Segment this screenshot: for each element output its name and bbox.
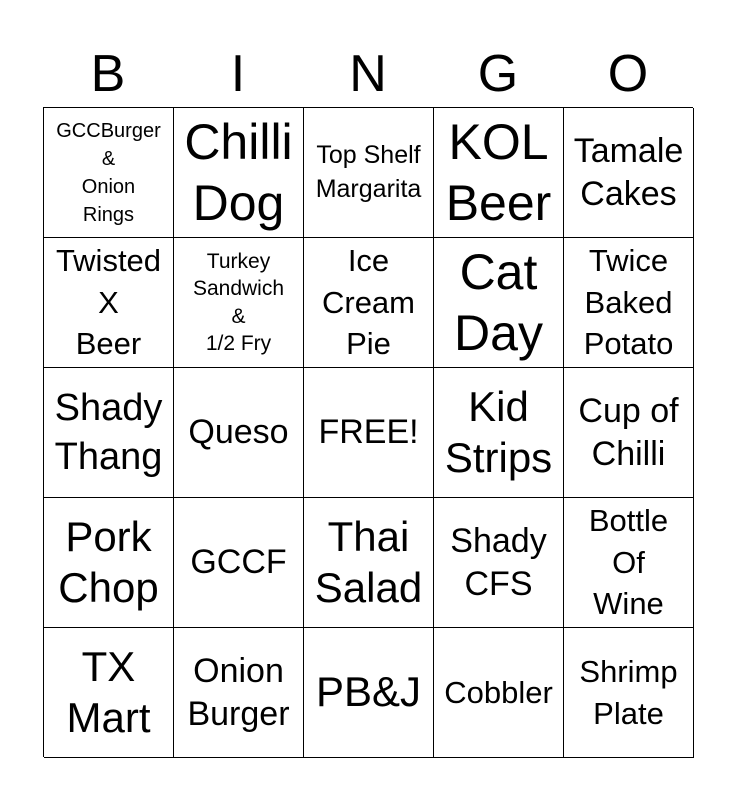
cell-label: Kid Strips — [444, 383, 553, 481]
bingo-cell-r1c2[interactable] — [174, 108, 304, 238]
bingo-header — [43, 42, 693, 106]
cell-label: Cobbler — [444, 674, 553, 710]
bingo-cell-r3c4[interactable] — [434, 368, 564, 498]
header-letter-g: G — [477, 45, 519, 103]
bingo-cell-r2c1[interactable] — [44, 238, 174, 368]
header-letter-n: N — [349, 45, 387, 103]
bingo-cell-r3c1[interactable] — [44, 368, 174, 498]
cell-label: FREE! — [318, 413, 419, 452]
cell-label: GCCF — [190, 543, 287, 582]
cell-label: Twisted X Beer — [55, 242, 162, 362]
header-letter-b: B — [90, 45, 126, 103]
cell-label: Thai Salad — [314, 513, 423, 611]
bingo-cell-r1c4[interactable] — [434, 108, 564, 238]
bingo-cell-r1c1[interactable] — [44, 108, 174, 238]
bingo-cell-r4c2[interactable] — [174, 498, 304, 628]
bingo-cell-r4c4[interactable] — [434, 498, 564, 628]
cell-label: Tamale Cakes — [573, 132, 684, 213]
bingo-cell-r3c3[interactable] — [304, 368, 434, 498]
bingo-cell-r4c1[interactable] — [44, 498, 174, 628]
bingo-cell-r5c2[interactable] — [174, 628, 304, 758]
cell-label: Queso — [188, 413, 289, 452]
bingo-cell-r5c5[interactable] — [564, 628, 694, 758]
bingo-cell-r5c3[interactable] — [304, 628, 434, 758]
cell-label: Chilli Dog — [184, 113, 293, 231]
cell-label: PB&J — [315, 668, 422, 716]
cell-label: KOL Beer — [445, 113, 552, 231]
bingo-grid — [43, 107, 693, 757]
cell-label: Onion Burger — [187, 652, 290, 733]
bingo-cell-r3c2[interactable] — [174, 368, 304, 498]
bingo-cell-r3c5[interactable] — [564, 368, 694, 498]
cell-label: Shrimp Plate — [579, 653, 678, 731]
cell-label: GCCBurger & Onion Rings — [56, 119, 161, 226]
bingo-cell-r2c5[interactable] — [564, 238, 694, 368]
bingo-cell-r2c3[interactable] — [304, 238, 434, 368]
cell-label: Top Shelf Margarita — [315, 140, 422, 203]
cell-label: Pork Chop — [58, 513, 159, 611]
header-letter-i: I — [230, 45, 246, 103]
cell-label: Ice Cream Pie — [321, 242, 415, 362]
cell-label: Shady CFS — [450, 522, 547, 603]
bingo-cell-r2c4[interactable] — [434, 238, 564, 368]
cell-label: Shady Thang — [54, 386, 163, 478]
bingo-cell-r4c5[interactable] — [564, 498, 694, 628]
cell-label: Turkey Sandwich & 1/2 Fry — [192, 249, 285, 355]
cell-label: TX Mart — [66, 643, 151, 741]
cell-label: Cup of Chilli — [578, 392, 679, 473]
cell-label: Bottle Of Wine — [588, 502, 669, 622]
bingo-cell-r1c3[interactable] — [304, 108, 434, 238]
header-letter-o: O — [607, 45, 649, 103]
bingo-cell-r5c1[interactable] — [44, 628, 174, 758]
cell-label: Cat Day — [454, 243, 543, 361]
bingo-cell-r4c3[interactable] — [304, 498, 434, 628]
bingo-cell-r1c5[interactable] — [564, 108, 694, 238]
cell-label: Twice Baked Potato — [583, 242, 674, 362]
bingo-cell-r5c4[interactable] — [434, 628, 564, 758]
bingo-cell-r2c2[interactable] — [174, 238, 304, 368]
